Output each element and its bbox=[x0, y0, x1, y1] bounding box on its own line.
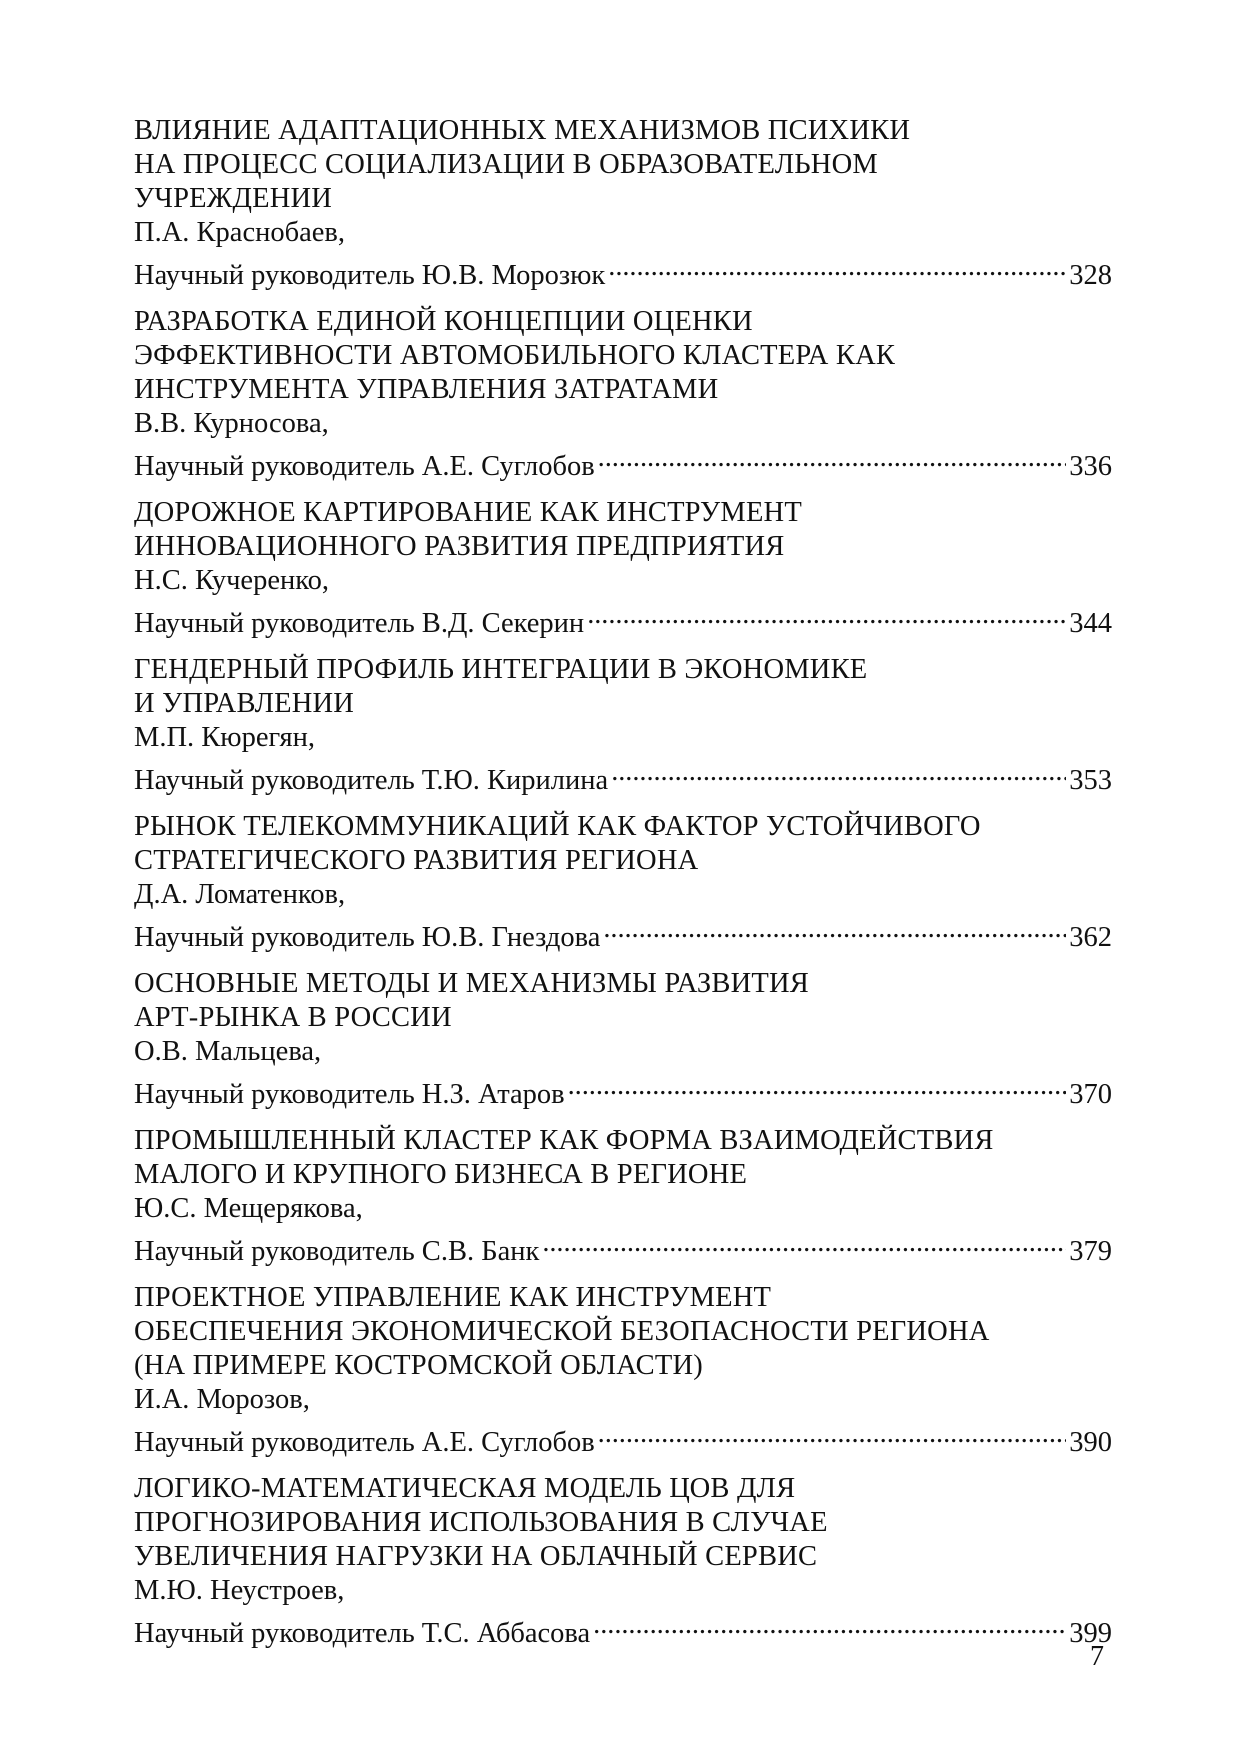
toc-entry bbox=[134, 496, 1112, 641]
entry-author: М.Ю. Неустроев, bbox=[134, 1575, 345, 1606]
entry-author: И.А. Морозов, bbox=[134, 1384, 310, 1415]
entry-title-line: РЫНОК ТЕЛЕКОММУНИКАЦИЙ КАК ФАКТОР УСТОЙЧИВОГО bbox=[134, 811, 981, 842]
toc-entry bbox=[134, 1281, 1112, 1460]
entry-supervisor-row bbox=[134, 1226, 1112, 1269]
toc-entry bbox=[134, 653, 1112, 798]
entry-page-number: 399 bbox=[1069, 1618, 1112, 1649]
entry-title-line: ВЛИЯНИЕ АДАПТАЦИОННЫХ МЕХАНИЗМОВ ПСИХИКИ bbox=[134, 115, 911, 146]
entry-author: О.В. Мальцева, bbox=[134, 1036, 322, 1067]
toc-entry bbox=[134, 305, 1112, 484]
entry-supervisor-row bbox=[134, 250, 1112, 293]
entry-title-line: ГЕНДЕРНЫЙ ПРОФИЛЬ ИНТЕГРАЦИИ В ЭКОНОМИКЕ bbox=[134, 654, 868, 685]
entry-title-line: РАЗРАБОТКА ЕДИНОЙ КОНЦЕПЦИИ ОЦЕНКИ bbox=[134, 306, 753, 337]
entry-page-number: 353 bbox=[1069, 765, 1112, 796]
entry-supervisor: Научный руководитель Т.С. Аббасова bbox=[134, 1618, 591, 1649]
entry-title-line: ОСНОВНЫЕ МЕТОДЫ И МЕХАНИЗМЫ РАЗВИТИЯ bbox=[134, 968, 809, 999]
entry-title-line: ЭФФЕКТИВНОСТИ АВТОМОБИЛЬНОГО КЛАСТЕРА КАК bbox=[134, 340, 896, 371]
entry-title-line: УВЕЛИЧЕНИЯ НАГРУЗКИ НА ОБЛАЧНЫЙ СЕРВИС bbox=[134, 1541, 818, 1572]
toc-entry bbox=[134, 967, 1112, 1112]
toc-entry bbox=[134, 114, 1112, 293]
entry-author: П.А. Краснобаев, bbox=[134, 217, 345, 248]
entry-title-line: НА ПРОЦЕСС СОЦИАЛИЗАЦИИ В ОБРАЗОВАТЕЛЬНОМ bbox=[134, 149, 878, 180]
entry-title-line: ПРОМЫШЛЕННЫЙ КЛАСТЕР КАК ФОРМА ВЗАИМОДЕЙСТВИЯ bbox=[134, 1125, 994, 1156]
page-number: 7 bbox=[1090, 1641, 1104, 1672]
entry-supervisor: Научный руководитель Ю.В. Гнездова bbox=[134, 922, 601, 953]
entry-title-line: ОБЕСПЕЧЕНИЯ ЭКОНОМИЧЕСКОЙ БЕЗОПАСНОСТИ РЕГИОНА bbox=[134, 1316, 990, 1347]
dot-leader bbox=[593, 1608, 1066, 1642]
entry-supervisor-row bbox=[134, 441, 1112, 484]
entry-title-line: И УПРАВЛЕНИИ bbox=[134, 688, 355, 719]
dot-leader bbox=[598, 441, 1067, 475]
entry-supervisor-row bbox=[134, 1417, 1112, 1460]
toc-entry bbox=[134, 1124, 1112, 1269]
entry-author: В.В. Курносова, bbox=[134, 408, 329, 439]
entry-author: М.П. Кюрегян, bbox=[134, 722, 315, 753]
dot-leader bbox=[568, 1069, 1067, 1103]
entry-title-line: ЛОГИКО-МАТЕМАТИЧЕСКАЯ МОДЕЛЬ ЦОВ ДЛЯ bbox=[134, 1473, 796, 1504]
entry-author: Ю.С. Мещерякова, bbox=[134, 1193, 363, 1224]
entry-title-line: УЧРЕЖДЕНИИ bbox=[134, 183, 333, 214]
entry-title-line: ПРОГНОЗИРОВАНИЯ ИСПОЛЬЗОВАНИЯ В СЛУЧАЕ bbox=[134, 1507, 828, 1538]
dot-leader bbox=[542, 1226, 1066, 1260]
entry-supervisor-row bbox=[134, 1069, 1112, 1112]
entry-title-line: ИНСТРУМЕНТА УПРАВЛЕНИЯ ЗАТРАТАМИ bbox=[134, 374, 719, 405]
entry-title-line: (НА ПРИМЕРЕ КОСТРОМСКОЙ ОБЛАСТИ) bbox=[134, 1350, 703, 1381]
dot-leader bbox=[603, 912, 1066, 946]
entry-supervisor-row bbox=[134, 598, 1112, 641]
entry-title-line: ИННОВАЦИОННОГО РАЗВИТИЯ ПРЕДПРИЯТИЯ bbox=[134, 531, 785, 562]
dot-leader bbox=[611, 755, 1066, 789]
entry-page-number: 390 bbox=[1069, 1427, 1112, 1458]
dot-leader bbox=[608, 250, 1066, 284]
entry-title-line: АРТ-РЫНКА В РОССИИ bbox=[134, 1002, 452, 1033]
entry-page-number: 370 bbox=[1069, 1079, 1112, 1110]
entry-supervisor: Научный руководитель В.Д. Секерин bbox=[134, 608, 585, 639]
entry-supervisor: Научный руководитель Ю.В. Морозюк bbox=[134, 260, 606, 291]
entry-supervisor-row bbox=[134, 912, 1112, 955]
entry-page-number: 336 bbox=[1069, 451, 1112, 482]
entry-supervisor: Научный руководитель С.В. Банк bbox=[134, 1236, 540, 1267]
entry-supervisor: Научный руководитель А.Е. Суглобов bbox=[134, 1427, 595, 1458]
entry-supervisor-row bbox=[134, 755, 1112, 798]
entry-page-number: 362 bbox=[1069, 922, 1112, 953]
entry-page-number: 379 bbox=[1069, 1236, 1112, 1267]
entry-supervisor: Научный руководитель А.Е. Суглобов bbox=[134, 451, 595, 482]
entry-title-line: СТРАТЕГИЧЕСКОГО РАЗВИТИЯ РЕГИОНА bbox=[134, 845, 699, 876]
table-of-contents bbox=[134, 114, 1112, 1663]
entry-title-line: ДОРОЖНОЕ КАРТИРОВАНИЕ КАК ИНСТРУМЕНТ bbox=[134, 497, 802, 528]
toc-entry bbox=[134, 1472, 1112, 1651]
entry-page-number: 344 bbox=[1069, 608, 1112, 639]
entry-author: Д.А. Ломатенков, bbox=[134, 879, 346, 910]
toc-entry bbox=[134, 810, 1112, 955]
entry-supervisor-row bbox=[134, 1608, 1112, 1651]
entry-supervisor: Научный руководитель Н.З. Атаров bbox=[134, 1079, 565, 1110]
entry-title-line: ПРОЕКТНОЕ УПРАВЛЕНИЕ КАК ИНСТРУМЕНТ bbox=[134, 1282, 772, 1313]
entry-title-line: МАЛОГО И КРУПНОГО БИЗНЕСА В РЕГИОНЕ bbox=[134, 1159, 748, 1190]
entry-author: Н.С. Кучеренко, bbox=[134, 565, 329, 596]
entry-page-number: 328 bbox=[1069, 260, 1112, 291]
dot-leader bbox=[587, 598, 1066, 632]
dot-leader bbox=[598, 1417, 1067, 1451]
entry-supervisor: Научный руководитель Т.Ю. Кирилина bbox=[134, 765, 609, 796]
